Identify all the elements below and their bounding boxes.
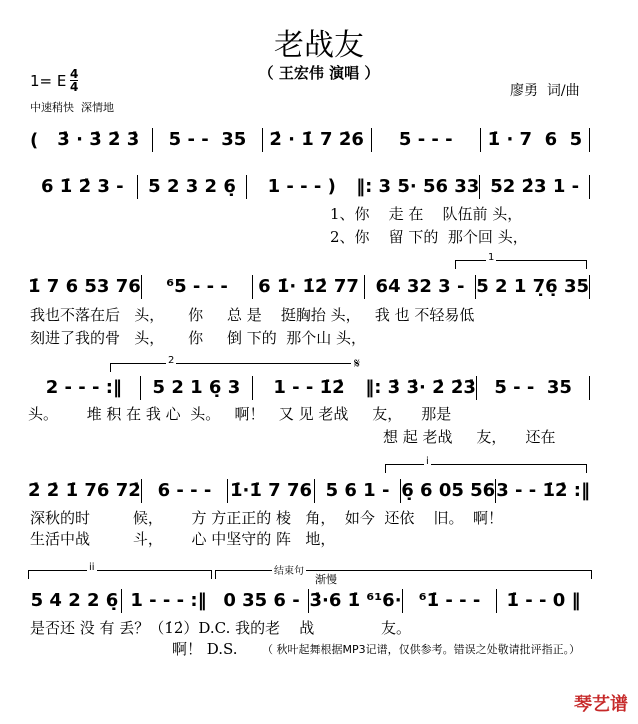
time-signature [70, 68, 78, 93]
measure: 1̇ · 7 6 5 [481, 128, 590, 152]
transcription-note: （ 秋叶起舞根据MP3记谱，仅供参考。错误之处敬请批评指正。） [262, 643, 581, 656]
measure: 2̇ · 1̇ 7 2̇6 [263, 128, 372, 152]
measure: 3̇ · 3̇ 2̇ 3̇ [44, 128, 153, 152]
measure: 52 2̇3 1 - [480, 175, 590, 199]
volta-label: ii [89, 562, 95, 573]
site-logo [574, 690, 628, 716]
measure: 5 - - 35 [477, 376, 590, 400]
measure: 3 - - 1̇2̇ :‖ [496, 480, 590, 501]
measure: 5 6 1 - [315, 479, 402, 503]
measure: 0 35 6 - [215, 589, 309, 613]
lyric-line: 我也不落在后 头， 你 总 是 挺胸抬 头， 我 也 不轻易低 [30, 306, 475, 324]
lyric-line: 想 起 老战 友， 还在 [383, 428, 556, 446]
ending-bracket [215, 566, 592, 579]
ritardando-marking: 渐慢 [315, 573, 337, 586]
key-signature: 1= E [30, 72, 67, 90]
lyric-line: 深秋的时 候， 方 方正正的 棱 角， 如今 还依 旧。 啊！ [30, 509, 504, 527]
volta-i [385, 456, 587, 473]
measure: 2 - - - :‖ [28, 376, 141, 400]
measure: 5 - - - [372, 128, 481, 152]
measure: 6 1̇ 2̇ 3 - [28, 175, 138, 199]
volta-2 [110, 355, 351, 372]
lyric-line: 生活中战 斗， 心 中坚守的 阵 地， [30, 530, 336, 548]
measure: ‖: 3̇ 3̇· 2̇ 2̇3̇ [365, 377, 476, 398]
lyric-line: 刻进了我的骨 头， 你 倒 下的 那个山 头， [30, 329, 367, 347]
measure: 3̇·6 1̇ ⁶¹6· [309, 590, 402, 611]
volta-label: 2 [168, 355, 175, 366]
measure: ⁶5 - - - [142, 275, 254, 299]
measure: 1̇ 7 6 53 76 [28, 276, 141, 297]
lyric-line: 啊！ D.S. [172, 640, 238, 658]
staff-row-4 [28, 375, 590, 401]
measure: 1 - - 1̇2̇ [273, 377, 345, 398]
measure: 5 2 3 2 6̣ [138, 175, 248, 199]
measure: 2̇ 2̇ 1̇ 76 72̇ [28, 480, 141, 501]
paren: ( [30, 129, 39, 151]
measure: 1̇·1̇ 7 76 [228, 479, 315, 503]
measure: 6̣ 6 05 56 [401, 480, 496, 501]
measure: 5 4 2 2 6̣ [28, 589, 122, 613]
measure: 5 - - 35 [153, 128, 262, 152]
lyric-line: 是否还 没 有 丢？（1̇2̇）D.C. 我的老 战 友。 [30, 619, 411, 637]
tempo-marking: 中速稍快 深情地 [30, 101, 114, 114]
measure: 6 1̇· 1̇2̇ 77 [253, 275, 365, 299]
staff-row-2 [28, 174, 590, 200]
measure: 1 - - - ) [267, 176, 336, 197]
measure: 5 2 1 7̣6̣ 35 [476, 276, 589, 297]
volta-1 [455, 252, 587, 269]
lyric-line: 2、你 留 下的 那个回 头， [330, 228, 528, 246]
time-bottom: 4 [70, 80, 79, 94]
song-title: 老战友 [274, 28, 364, 63]
measure: 64 32 3 - [365, 275, 477, 299]
measure: 1 - - - :‖ [130, 590, 207, 611]
segno-sign: 𝄋 [354, 356, 361, 372]
ending-label: 结束句 [272, 562, 306, 577]
volta-ii [28, 562, 212, 579]
time-top: 4 [70, 67, 79, 81]
measure: 5 2 1 6̣ 3 [141, 376, 254, 400]
measure: 1̇ - - 0 ‖ [506, 590, 581, 611]
staff-row-3 [28, 274, 590, 300]
measure: ‖: 3 5· 56 33 [356, 176, 480, 197]
measure: 6 - - - [142, 479, 229, 503]
measure: ⁶1̇ - - - [403, 589, 497, 613]
staff-row-1 [30, 127, 590, 153]
singer: （ 王宏伟 演唱 ） [258, 64, 380, 82]
volta-label: i [426, 456, 429, 467]
staff-row-6 [28, 588, 590, 614]
logo-text: 琴艺谱 [574, 694, 628, 715]
lyric-line: 头。 堆 积 在 我 心 头。 啊！ 又 见 老战 友， 那是 [28, 405, 452, 423]
lyric-line: 1、你 走 在 队伍前 头， [330, 205, 523, 223]
author: 廖勇 词/曲 [510, 83, 580, 99]
staff-row-5 [28, 478, 590, 504]
volta-label: 1 [488, 252, 495, 263]
